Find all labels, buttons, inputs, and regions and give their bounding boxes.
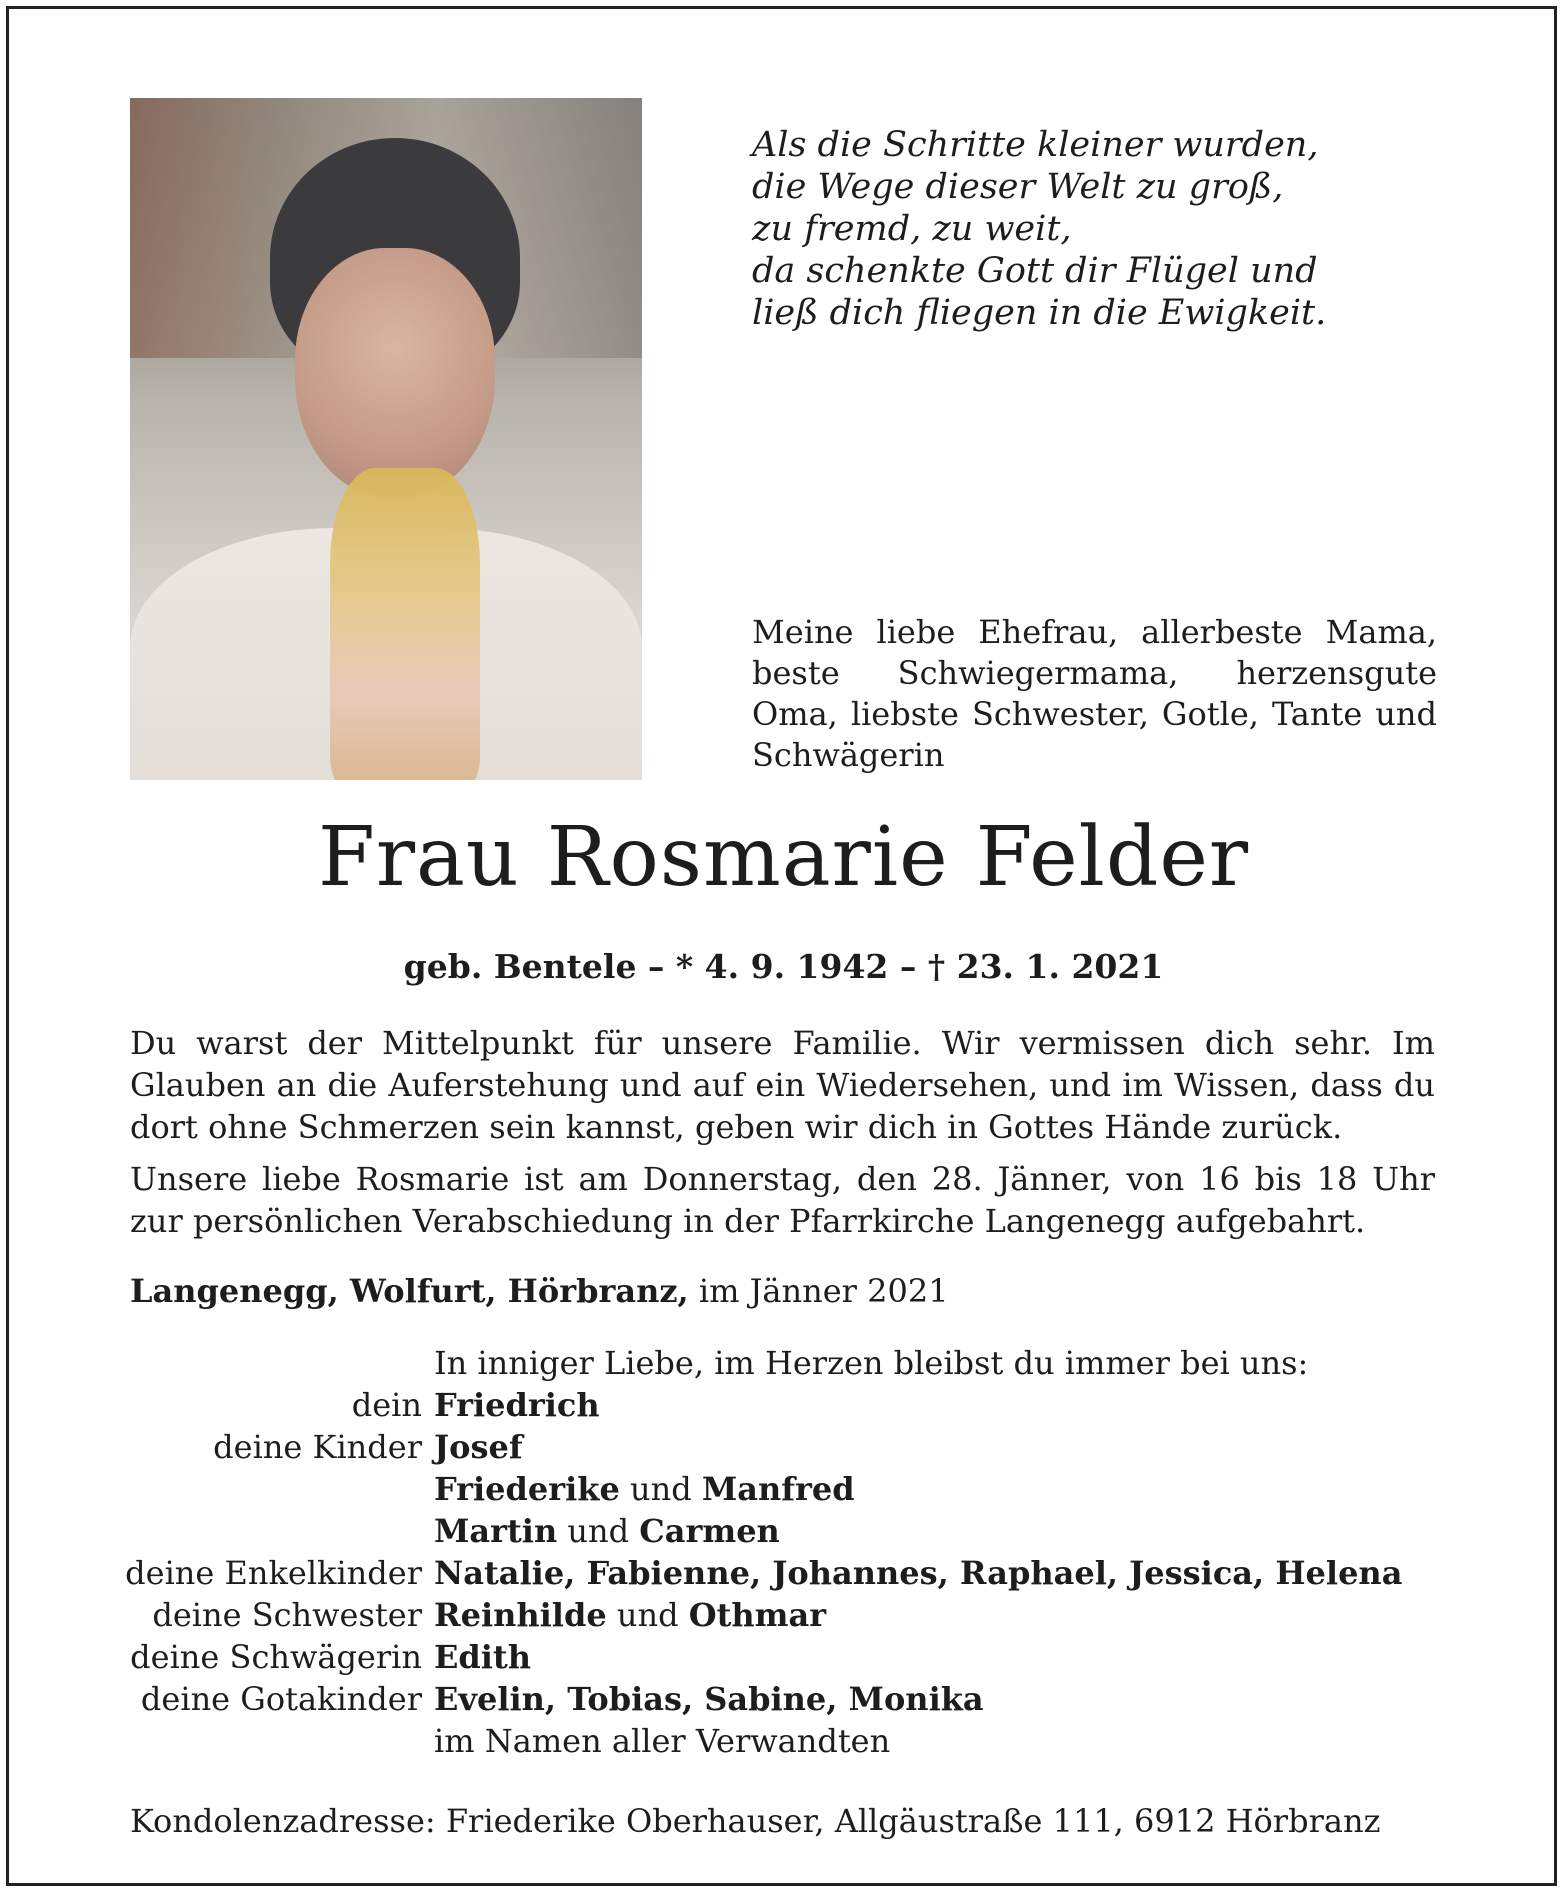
poem-line: die Wege dieser Welt zu groß, xyxy=(752,167,1284,207)
poem xyxy=(752,124,1352,334)
poem-line: Als die Schritte kleiner wurden, xyxy=(752,125,1319,165)
name-part: Evelin, Tobias, Sabine, Monika xyxy=(434,1680,984,1718)
relative-names xyxy=(434,1636,531,1678)
name-part: Natalie, Fabienne, Johannes, Raphael, Jessica, Helena xyxy=(434,1554,1403,1592)
relative-names xyxy=(434,1552,1402,1594)
name-part: Manfred xyxy=(701,1470,855,1508)
family-row xyxy=(100,1636,1500,1678)
relation-label xyxy=(100,1468,434,1510)
relation-label: deine Schwester xyxy=(152,1596,422,1634)
family-row xyxy=(100,1384,1500,1426)
name-part: Othmar xyxy=(688,1596,827,1634)
relation-label: deine Schwägerin xyxy=(130,1638,422,1676)
intro-text: Meine liebe Ehefrau, allerbeste Mama, beste Schwiegermama, herzensgute Oma, liebste Schwester, Gotle, Tante und Schwägerin xyxy=(752,613,1437,774)
relative-names xyxy=(434,1594,826,1636)
name-part: und xyxy=(557,1512,640,1550)
portrait-photo xyxy=(130,98,642,780)
place-date xyxy=(130,1270,949,1312)
condolence-address: Kondolenzadresse: Friederike Oberhauser, Allgäustraße 111, 6912 Hörbranz xyxy=(130,1802,1381,1840)
relation-label: deine Kinder xyxy=(213,1428,422,1466)
relation-label: dein xyxy=(351,1386,422,1424)
family-row xyxy=(100,1426,1500,1468)
relation-label xyxy=(100,1720,434,1762)
name-part: Edith xyxy=(434,1638,531,1676)
family-row xyxy=(100,1678,1500,1720)
relation-label xyxy=(100,1510,434,1552)
poem-line: zu fremd, zu weit, xyxy=(752,209,1072,249)
name-part: Reinhilde xyxy=(434,1596,607,1634)
name-part: Friederike xyxy=(434,1470,620,1508)
relative-names xyxy=(434,1468,855,1510)
name-part: und xyxy=(606,1596,689,1634)
relative-names xyxy=(434,1678,984,1720)
family-row xyxy=(100,1552,1500,1594)
name-part: Martin xyxy=(434,1512,558,1550)
relative-names xyxy=(434,1510,780,1552)
poem-line: ließ dich fliegen in die Ewigkeit. xyxy=(752,293,1327,333)
family-row xyxy=(100,1594,1500,1636)
name-part: und xyxy=(619,1470,702,1508)
birth-death-dates: geb. Bentele – * 4. 9. 1942 – † 23. 1. 2021 xyxy=(403,947,1164,986)
family-row xyxy=(100,1720,1500,1762)
relative-names xyxy=(434,1426,523,1468)
relation-label: deine Gotakinder xyxy=(140,1680,422,1718)
paragraph-memory: Du warst der Mittelpunkt für unsere Familie. Wir vermissen dich sehr. Im Glauben an die Auferstehung und auf ein Wiedersehen, und im Wissen, dass du dort ohne Schmerzen sein kannst, geben wir dich in Gottes Hände zurück. xyxy=(130,1024,1435,1146)
family-row xyxy=(100,1510,1500,1552)
place-month: im Jänner 2021 xyxy=(698,1272,949,1310)
family-intro: In inniger Liebe, im Herzen bleibst du immer bei uns: xyxy=(434,1344,1309,1382)
paragraph-viewing: Unsere liebe Rosmarie ist am Donnerstag, den 28. Jänner, von 16 bis 18 Uhr zur persönlichen Verabschiedung in der Pfarrkirche Langenegg aufgebahrt. xyxy=(130,1160,1435,1240)
name-part: Carmen xyxy=(639,1512,780,1550)
name-part: im Namen aller Verwandten xyxy=(434,1722,891,1760)
place-towns: Langenegg, Wolfurt, Hörbranz, xyxy=(130,1272,689,1310)
family-list xyxy=(100,1342,1500,1762)
name-part: Friedrich xyxy=(434,1386,600,1424)
relative-names xyxy=(434,1720,890,1762)
poem-line: da schenkte Gott dir Flügel und xyxy=(752,251,1318,291)
relation-label: deine Enkelkinder xyxy=(125,1554,422,1592)
deceased-name: Frau Rosmarie Felder xyxy=(317,810,1250,905)
family-row xyxy=(100,1468,1500,1510)
relative-names xyxy=(434,1384,600,1426)
family-intro-row xyxy=(100,1342,1500,1384)
name-part: Josef xyxy=(434,1428,523,1466)
